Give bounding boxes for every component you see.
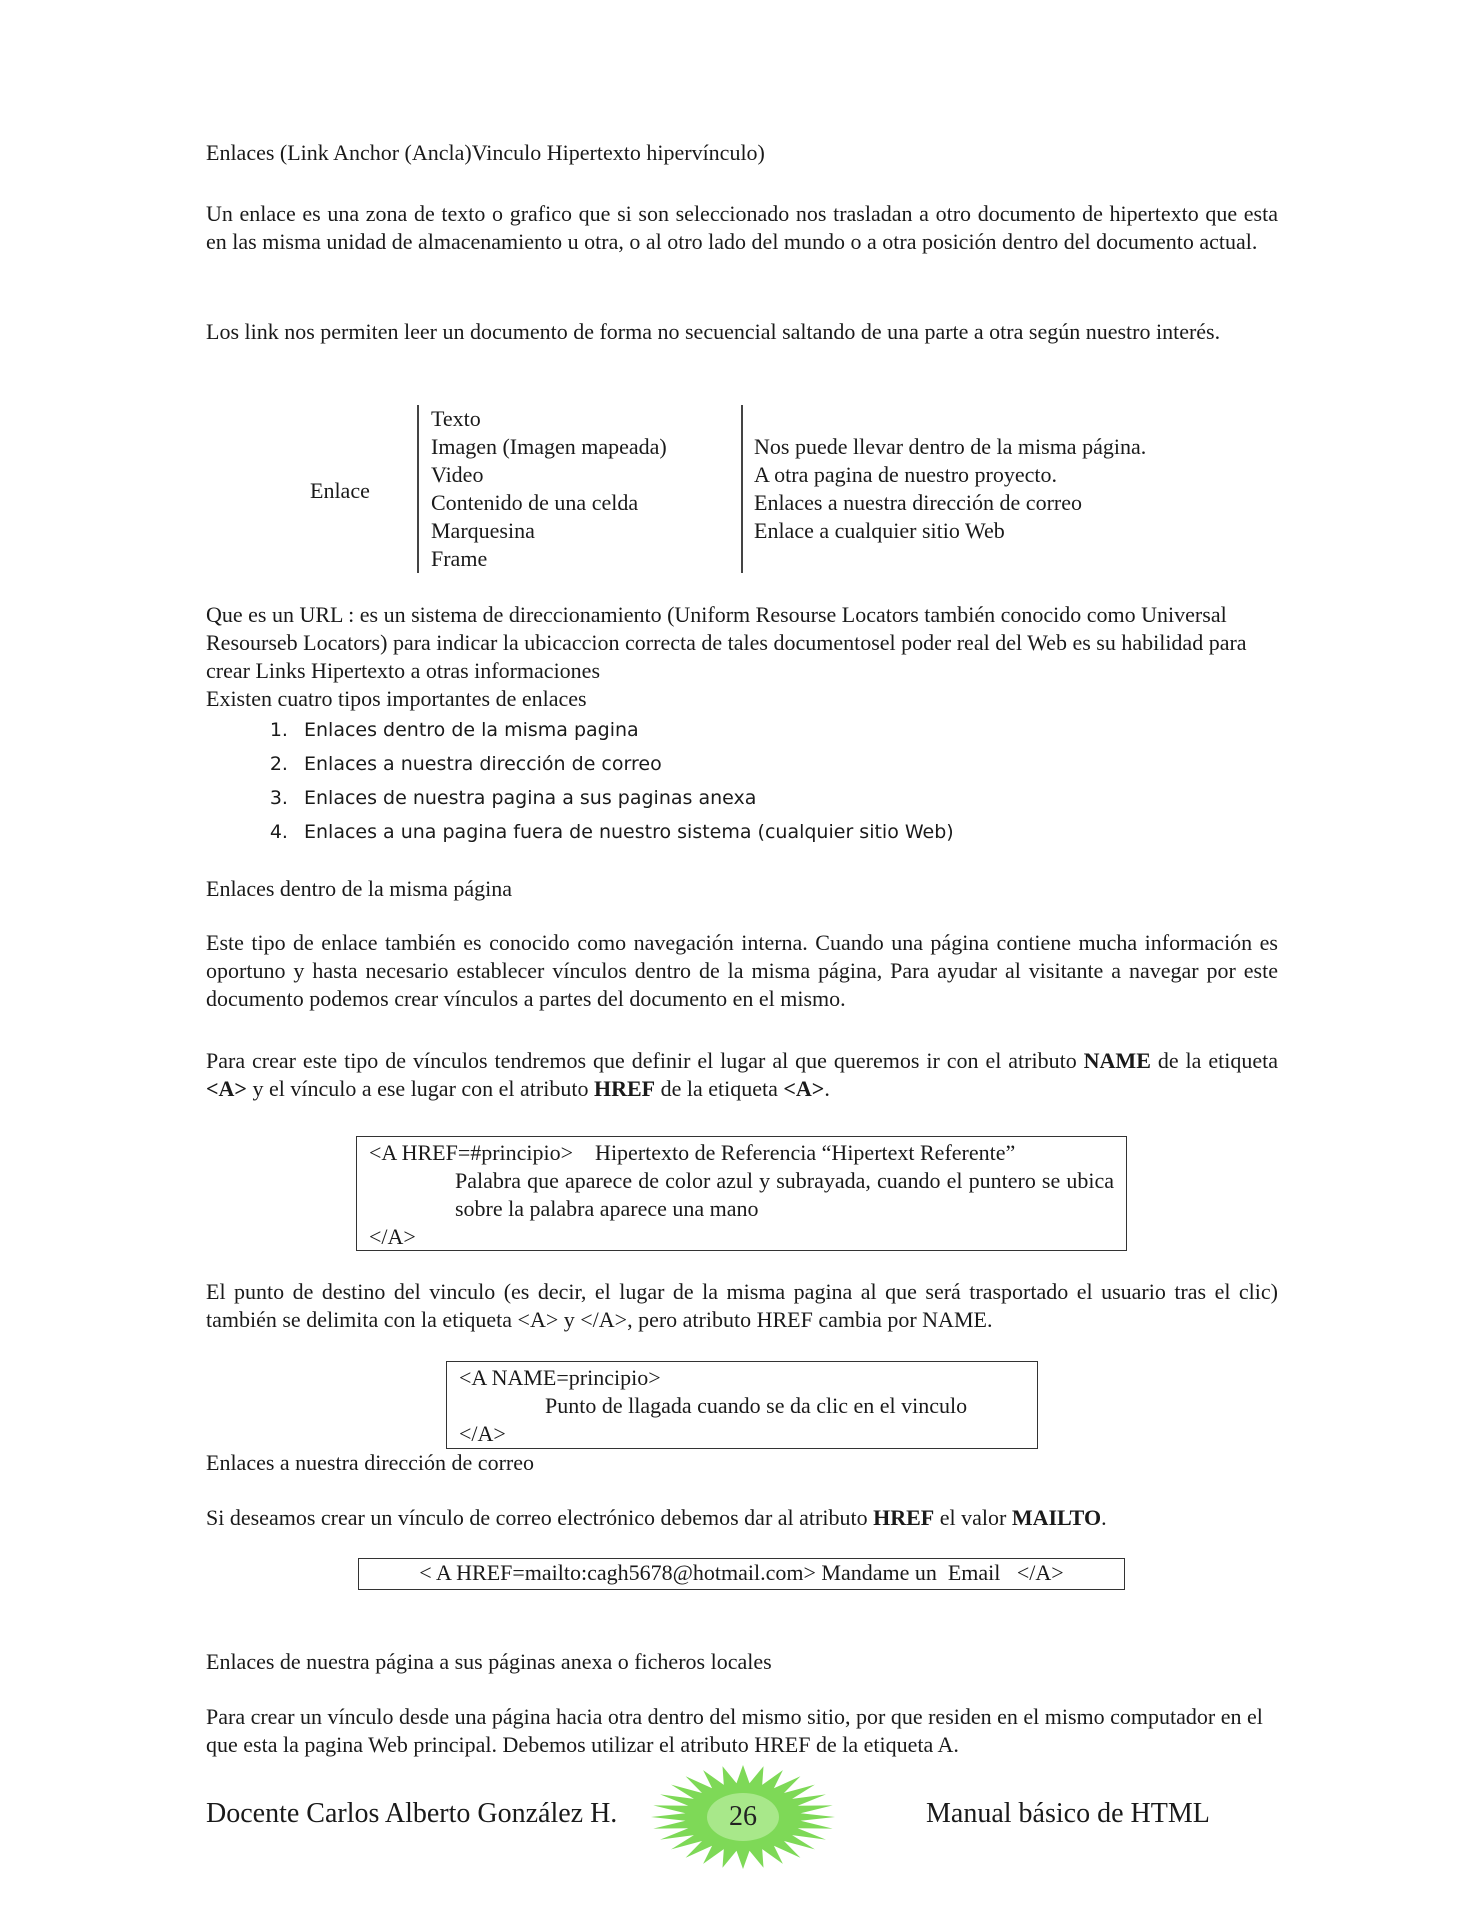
page-number: 26 — [729, 1801, 757, 1832]
section-title-local-pages: Enlaces de nuestra página a sus páginas anexa o ficheros locales — [206, 1649, 772, 1674]
diagram-type-item: Imagen (Imagen mapeada) — [431, 434, 667, 459]
diagram-destination-item: Nos puede llevar dentro de la misma página. — [754, 434, 1147, 459]
bold-run: <A> — [206, 1076, 247, 1101]
diagram-divider-right — [741, 405, 743, 573]
code-line: </A> — [369, 1224, 416, 1249]
paragraph-nonsequential: Los link nos permiten leer un documento de forma no secuencial saltando de una parte a otra según nuestro interés. — [206, 319, 1221, 344]
code-box-name — [446, 1361, 1038, 1449]
footer-manual-title: Manual básico de HTML — [926, 1798, 1210, 1829]
bold-run: <A> — [783, 1076, 825, 1101]
list-item: 4. Enlaces a una pagina fuera de nuestro sistema (cualquier sitio Web) — [294, 815, 954, 849]
code-line: <A NAME=principio> — [459, 1365, 661, 1390]
diagram-destination-item: Enlaces a nuestra dirección de correo — [754, 490, 1082, 515]
paragraph-local-pages: Para crear un vínculo desde una página hacia otra dentro del mismo sitio, por que residen en el mismo computador en el que esta la pagina Web principal. Debemos utilizar el atributo HREF de la etiqueta A. — [206, 1704, 1263, 1757]
link-types-diagram — [206, 405, 1278, 573]
text-run: el valor — [934, 1505, 1012, 1530]
diagram-type-item: Video — [431, 462, 484, 487]
code-box-href — [356, 1136, 1127, 1251]
heading-links: Enlaces (Link Anchor (Ancla)Vinculo Hipertexto hipervínculo) — [206, 140, 765, 165]
section-title-internal: Enlaces dentro de la misma página — [206, 876, 513, 901]
code-line: Punto de llagada cuando se da clic en el vinculo — [545, 1393, 968, 1418]
diagram-label: Enlace — [310, 478, 370, 503]
list-item: 1. Enlaces dentro de la misma pagina — [294, 713, 954, 747]
text-run: de la etiqueta — [655, 1076, 784, 1101]
paragraph-definition: Un enlace es una zona de texto o grafico que si son seleccionado nos trasladan a otro documento de hipertexto que esta en las misma unidad de almacenamiento u otra, o al otro lado del mundo o a otra posición dentro del documento actual. — [206, 201, 1278, 254]
code-line: <A HREF=#principio> Hipertexto de Referencia “Hipertext Referente” — [369, 1140, 1016, 1165]
code-box-mailto: < A HREF=mailto:cagh5678@hotmail.com> Mandame un Email </A> — [358, 1558, 1125, 1590]
diagram-destination-item: Enlace a cualquier sitio Web — [754, 518, 1005, 543]
diagram-types-column — [431, 405, 667, 573]
bold-run: NAME — [1083, 1048, 1151, 1073]
section-title-email: Enlaces a nuestra dirección de correo — [206, 1450, 534, 1475]
diagram-type-item: Texto — [431, 406, 481, 431]
list-item: 2. Enlaces a nuestra dirección de correo — [294, 747, 954, 781]
url-definition: Que es un URL : es un sistema de direccionamiento (Uniform Resourse Locators también conocido como Universal Resourseb Locators) para indicar la ubicaccion correcta de tales documentosel poder real del Web es su habilidad para crear Links Hipertexto a otras informaciones — [206, 602, 1247, 683]
text-run: y el vínculo a ese lugar con el atributo — [246, 1076, 594, 1101]
diagram-type-item: Frame — [431, 546, 488, 571]
code-line: </A> — [459, 1421, 506, 1446]
diagram-destination-item: A otra pagina de nuestro proyecto. — [754, 462, 1058, 487]
paragraph-name-href — [206, 1047, 1278, 1103]
diagram-divider-left — [417, 405, 419, 573]
bold-run: HREF — [873, 1505, 935, 1530]
footer-author: Docente Carlos Alberto González H. — [206, 1798, 618, 1829]
text-run: de la etiqueta — [1150, 1048, 1278, 1073]
diagram-destinations-column — [754, 433, 1146, 545]
page-number-badge — [648, 1763, 838, 1871]
link-types-list — [240, 713, 954, 849]
diagram-type-item: Marquesina — [431, 518, 535, 543]
list-item: 3. Enlaces de nuestra pagina a sus paginas anexa — [294, 781, 954, 815]
diagram-type-item: Contenido de una celda — [431, 490, 639, 515]
text-run: . — [1101, 1505, 1107, 1530]
bold-run: HREF — [593, 1076, 656, 1101]
code-line: Palabra que aparece de color azul y subrayada, cuando el puntero se ubica sobre la palabra aparece una mano — [455, 1168, 1114, 1221]
bold-run: MAILTO — [1011, 1505, 1102, 1530]
paragraph-internal-navigation: Este tipo de enlace también es conocido como navegación interna. Cuando una página contiene mucha información es oportuno y hasta necesario establecer vínculos dentro de la misma página, Para ayudar al visitante a navegar por este documento podemos crear vínculos a partes del documento en el mismo. — [206, 930, 1278, 1011]
text-run: Para crear este tipo de vínculos tendremos que definir el lugar al que queremos ir con el atributo — [206, 1048, 1084, 1073]
paragraph-destination: El punto de destino del vinculo (es decir, el lugar de la misma pagina al que será trasportado el usuario tras el clic) también se delimita con la etiqueta <A> y </A>, pero atributo HREF cambia por NAME. — [206, 1279, 1278, 1332]
paragraph-url — [206, 601, 1278, 713]
paragraph-mailto — [206, 1504, 1278, 1532]
text-run: . — [824, 1076, 830, 1101]
types-intro: Existen cuatro tipos importantes de enlaces — [206, 686, 587, 711]
text-run: Si deseamos crear un vínculo de correo electrónico debemos dar al atributo — [206, 1505, 874, 1530]
